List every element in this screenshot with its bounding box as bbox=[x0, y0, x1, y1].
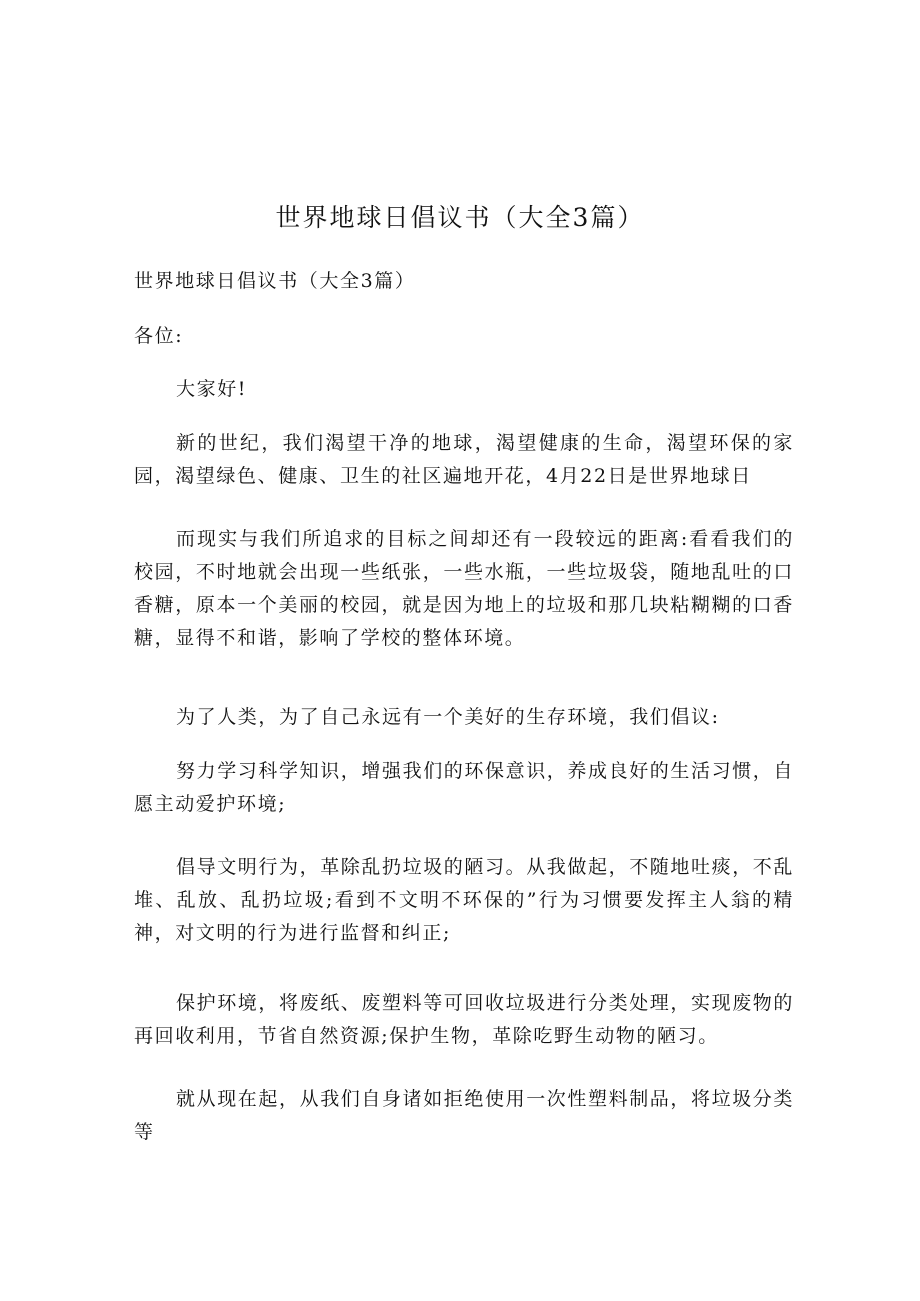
paragraph-proposal-study: 努力学习科学知识，增强我们的环保意识，养成良好的生活习惯，自愿主动爱护环境; bbox=[134, 760, 795, 815]
paragraph-closing: 就从现在起，从我们自身诸如拒绝使用一次性塑料制品，将垃圾分类等 bbox=[134, 1088, 795, 1143]
document-title: 世界地球日倡议书（大全3篇） bbox=[275, 203, 645, 232]
paragraph-proposal-lead: 为了人类，为了自己永远有一个美好的生存环境，我们倡议: bbox=[176, 706, 720, 728]
paragraph-reality: 而现实与我们所追求的目标之间却还有一段较远的距离:看看我们的校园，不时地就会出现一些纸张，一些水瓶，一些垃圾袋，随地乱吐的口香糖，原本一个美丽的校园，就是因为地上的垃圾和那几块粘糊糊的口香糖，显得不和谐，影响了学校的整体环境。 bbox=[134, 528, 794, 649]
paragraph-proposal-civility: 倡导文明行为，革除乱扔垃圾的陋习。从我做起，不随地吐痰，不乱堆、乱放、乱扔垃圾;看到不文明不环保的”行为习惯要发挥主人翁的精神，对文明的行为进行监督和纠正; bbox=[134, 856, 795, 944]
paragraph-proposal-protect: 保护环境，将废纸、废塑料等可回收垃圾进行分类处理，实现废物的再回收利用，节省自然资源;保护生物，革除吃野生动物的陋习。 bbox=[134, 992, 795, 1047]
document-subtitle: 世界地球日倡议书（大全3篇） bbox=[134, 270, 416, 292]
greeting: 大家好! bbox=[176, 378, 248, 400]
salutation: 各位: bbox=[134, 325, 184, 347]
paragraph-intro: 新的世纪，我们渴望干净的地球，渴望健康的生命，渴望环保的家园，渴望绿色、健康、卫生的社区遍地开花，4月22日是世界地球日 bbox=[134, 432, 794, 487]
